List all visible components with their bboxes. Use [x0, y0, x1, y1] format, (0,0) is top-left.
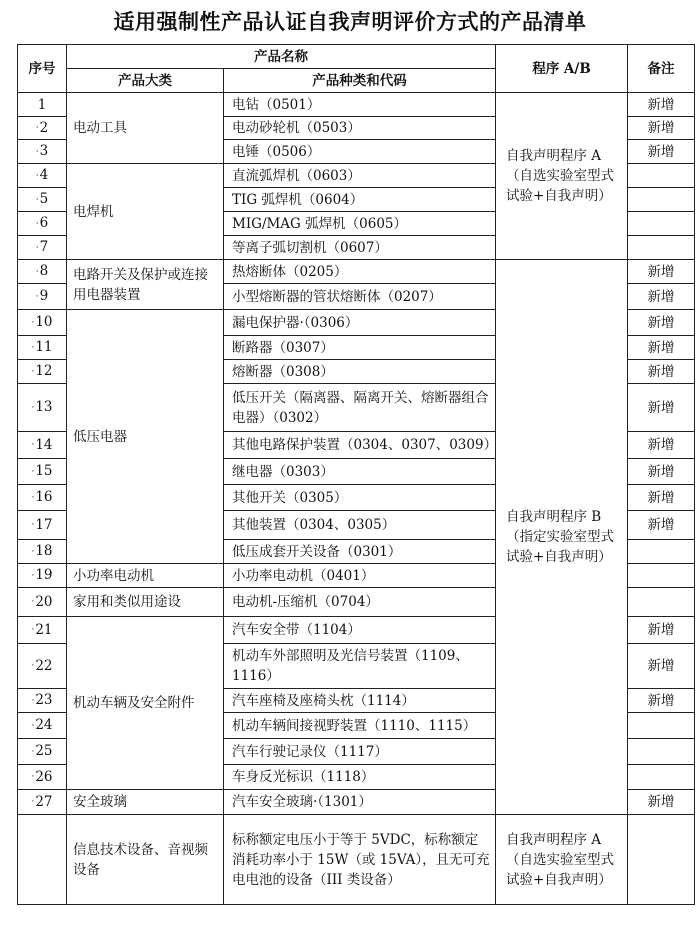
- bullet-mark: ·: [31, 797, 35, 808]
- remark-cell: [628, 713, 695, 739]
- row-number: [18, 459, 67, 485]
- remark-cell: 新增: [628, 459, 695, 485]
- product-type-cell: 漏电保护器·（0306）: [224, 310, 496, 336]
- remark-cell: [628, 765, 695, 790]
- bullet-mark: ·: [35, 242, 39, 253]
- bullet-mark: ·: [31, 625, 35, 636]
- product-type-cell: 低压成套开关设备（0301）: [224, 540, 496, 564]
- row-number-text: 21: [35, 621, 53, 638]
- row-number: [18, 384, 67, 432]
- product-type-cell: 等离子弧切割机（0607）: [224, 236, 496, 260]
- bullet-mark: ·: [31, 695, 35, 706]
- procedure-cell: 自我声明程序 A（自选实验室型式试验+自我声明）: [496, 815, 628, 905]
- row-number: [18, 739, 67, 765]
- row-number-text: 25: [35, 743, 53, 760]
- remark-cell: [628, 540, 695, 564]
- row-number-text: 23: [35, 692, 53, 709]
- row-number: [18, 260, 67, 284]
- row-number: [18, 644, 67, 689]
- row-number: [18, 310, 67, 336]
- category-cell: 安全玻璃: [67, 790, 224, 815]
- product-type-cell: 熔断器（0308）: [224, 360, 496, 384]
- remark-cell: [628, 739, 695, 765]
- header-procedure: 程序 A/B: [496, 45, 628, 93]
- product-type-cell: 低压开关（隔离器、隔离开关、熔断器组合电器）（0302）: [224, 384, 496, 432]
- bullet-mark: ·: [31, 746, 35, 757]
- row-number-text: 11: [35, 339, 53, 356]
- remark-cell: 新增: [628, 336, 695, 360]
- row-number: [18, 713, 67, 739]
- bullet-mark: ·: [31, 772, 35, 783]
- product-type-cell: 汽车座椅及座椅头枕（1114）: [224, 689, 496, 713]
- row-number: [18, 164, 67, 188]
- row-number-text: 18: [35, 543, 53, 560]
- product-type-cell: 其他开关（0305）: [224, 485, 496, 511]
- category-cell: 小功率电动机: [67, 564, 224, 588]
- remark-cell: 新增: [628, 93, 695, 117]
- row-number: [18, 432, 67, 459]
- row-number-text: 3: [39, 143, 49, 160]
- bullet-mark: ·: [35, 266, 39, 277]
- bullet-mark: ·: [31, 661, 35, 672]
- product-type-cell: 车身反光标识（1118）: [224, 765, 496, 790]
- bullet-mark: ·: [31, 570, 35, 581]
- product-type-cell: 电动机-压缩机（0704）: [224, 588, 496, 617]
- row-number: [18, 212, 67, 236]
- row-number-text: 15: [35, 463, 53, 480]
- bullet-mark: ·: [35, 146, 39, 157]
- row-number: [18, 93, 67, 117]
- row-number-text: 24: [35, 717, 53, 734]
- product-type-cell: 其他装置（0304、0305）: [224, 511, 496, 540]
- row-number-text: 8: [39, 263, 49, 280]
- header-type-code: 产品种类和代码: [224, 69, 496, 93]
- product-type-cell: 机动车外部照明及光信号装置（1109、1116）: [224, 644, 496, 689]
- table-row: [18, 260, 695, 284]
- remark-cell: 新增: [628, 689, 695, 713]
- remark-cell: 新增: [628, 644, 695, 689]
- product-type-cell: MIG/MAG 弧焊机（0605）: [224, 212, 496, 236]
- category-cell: 家用和类似用途设: [67, 588, 224, 617]
- row-number-text: 10: [35, 314, 53, 331]
- bullet-mark: ·: [35, 170, 39, 181]
- remark-cell: 新增: [628, 140, 695, 164]
- remark-cell: 新增: [628, 790, 695, 815]
- product-type-cell: 热熔断体（0205）: [224, 260, 496, 284]
- row-number-text: 13: [35, 399, 53, 416]
- row-number-text: 4: [39, 167, 49, 184]
- row-number: [18, 511, 67, 540]
- remark-cell: 新增: [628, 260, 695, 284]
- row-number: [18, 588, 67, 617]
- product-type-cell: 小型熔断器的管状熔断体（0207）: [224, 284, 496, 310]
- header-remark: 备注: [628, 45, 695, 93]
- remark-cell: [628, 164, 695, 188]
- product-type-cell: 汽车安全玻璃·（1301）: [224, 790, 496, 815]
- remark-cell: [628, 588, 695, 617]
- row-number-text: 19: [35, 567, 53, 584]
- row-number: [18, 540, 67, 564]
- row-number: [18, 336, 67, 360]
- product-type-cell: 电锤（0506）: [224, 140, 496, 164]
- bullet-mark: ·: [31, 366, 35, 377]
- product-type-cell: 电动砂轮机（0503）: [224, 117, 496, 140]
- remark-cell: 新增: [628, 511, 695, 540]
- product-type-cell: 小功率电动机（0401）: [224, 564, 496, 588]
- bullet-mark: ·: [31, 492, 35, 503]
- header-category: 产品大类: [67, 69, 224, 93]
- remark-cell: [628, 564, 695, 588]
- row-number: [18, 564, 67, 588]
- remark-cell: 新增: [628, 310, 695, 336]
- bullet-mark: ·: [31, 546, 35, 557]
- product-type-cell: 电钻（0501）: [224, 93, 496, 117]
- category-cell: 低压电器: [67, 310, 224, 564]
- row-number-text: 5: [39, 191, 49, 208]
- bullet-mark: ·: [31, 466, 35, 477]
- row-number: [18, 790, 67, 815]
- row-number-text: 7: [39, 239, 49, 256]
- row-number-text: 16: [35, 489, 53, 506]
- bullet-mark: ·: [31, 342, 35, 353]
- table-row: [18, 93, 695, 117]
- category-cell: 信息技术设备、音视频设备: [67, 815, 224, 905]
- row-number: [18, 617, 67, 644]
- row-number: [18, 117, 67, 140]
- remark-cell: 新增: [628, 284, 695, 310]
- row-number-text: 12: [35, 363, 53, 380]
- row-number-text: 26: [35, 768, 53, 785]
- row-number: [18, 360, 67, 384]
- row-number-text: 27: [35, 793, 53, 810]
- product-type-cell: 直流弧焊机（0603）: [224, 164, 496, 188]
- remark-cell: [628, 236, 695, 260]
- product-type-cell: TIG 弧焊机（0604）: [224, 188, 496, 212]
- bullet-mark: ·: [31, 597, 35, 608]
- category-cell: 机动车辆及安全附件: [67, 617, 224, 790]
- header-row: [18, 45, 695, 69]
- remark-cell: 新增: [628, 360, 695, 384]
- table-row: [18, 815, 695, 905]
- row-number: [18, 485, 67, 511]
- row-number-text: 9: [39, 288, 49, 305]
- product-type-cell: 机动车辆间接视野装置（1110、1115）: [224, 713, 496, 739]
- product-type-cell: 汽车安全带（1104）: [224, 617, 496, 644]
- procedure-cell: 自我声明程序 A（自选实验室型式试验+自我声明）: [496, 93, 628, 260]
- document-title: 适用强制性产品认证自我声明评价方式的产品清单: [113, 9, 587, 34]
- row-number-text: 6: [39, 215, 49, 232]
- row-number: [18, 188, 67, 212]
- row-number: [18, 284, 67, 310]
- bullet-mark: ·: [35, 291, 39, 302]
- remark-cell: 新增: [628, 617, 695, 644]
- row-number: [18, 140, 67, 164]
- remark-cell: [628, 212, 695, 236]
- product-type-cell: 标称额定电压小于等于 5VDC，标称额定消耗功率小于 15W（或 15VA），且无可充电电池的设备（III 类设备）: [224, 815, 496, 905]
- category-cell: 电焊机: [67, 164, 224, 260]
- product-type-cell: 其他电路保护装置（0304、0307、0309）: [224, 432, 496, 459]
- header-product-name: 产品名称: [67, 45, 496, 69]
- bullet-mark: ·: [35, 194, 39, 205]
- bullet-mark: ·: [31, 720, 35, 731]
- row-number: [18, 765, 67, 790]
- category-cell: 电路开关及保护或连接用电器装置: [67, 260, 224, 310]
- product-list-table: [17, 44, 695, 905]
- remark-cell: [628, 815, 695, 905]
- procedure-cell: 自我声明程序 B（指定实验室型式试验+自我声明）: [496, 260, 628, 815]
- row-number-text: 14: [35, 436, 53, 453]
- row-number-text: 22: [35, 657, 53, 674]
- row-number: [18, 236, 67, 260]
- header-no: 序号: [18, 45, 67, 93]
- remark-cell: [628, 188, 695, 212]
- bullet-mark: ·: [35, 218, 39, 229]
- row-number-text: 2: [39, 119, 49, 136]
- product-type-cell: 继电器（0303）: [224, 459, 496, 485]
- row-number: [18, 815, 67, 905]
- row-number-text: 20: [35, 593, 53, 610]
- bullet-mark: ·: [31, 520, 35, 531]
- remark-cell: 新增: [628, 384, 695, 432]
- remark-cell: 新增: [628, 432, 695, 459]
- remark-cell: 新增: [628, 485, 695, 511]
- remark-cell: 新增: [628, 117, 695, 140]
- row-number-text: 1: [37, 96, 47, 113]
- bullet-mark: ·: [31, 317, 35, 328]
- row-number: [18, 689, 67, 713]
- bullet-mark: ·: [35, 123, 39, 134]
- bullet-mark: ·: [31, 402, 35, 413]
- row-number-text: 17: [35, 516, 53, 533]
- bullet-mark: ·: [31, 440, 35, 451]
- product-type-cell: 断路器（0307）: [224, 336, 496, 360]
- category-cell: 电动工具: [67, 93, 224, 164]
- product-type-cell: 汽车行驶记录仪（1117）: [224, 739, 496, 765]
